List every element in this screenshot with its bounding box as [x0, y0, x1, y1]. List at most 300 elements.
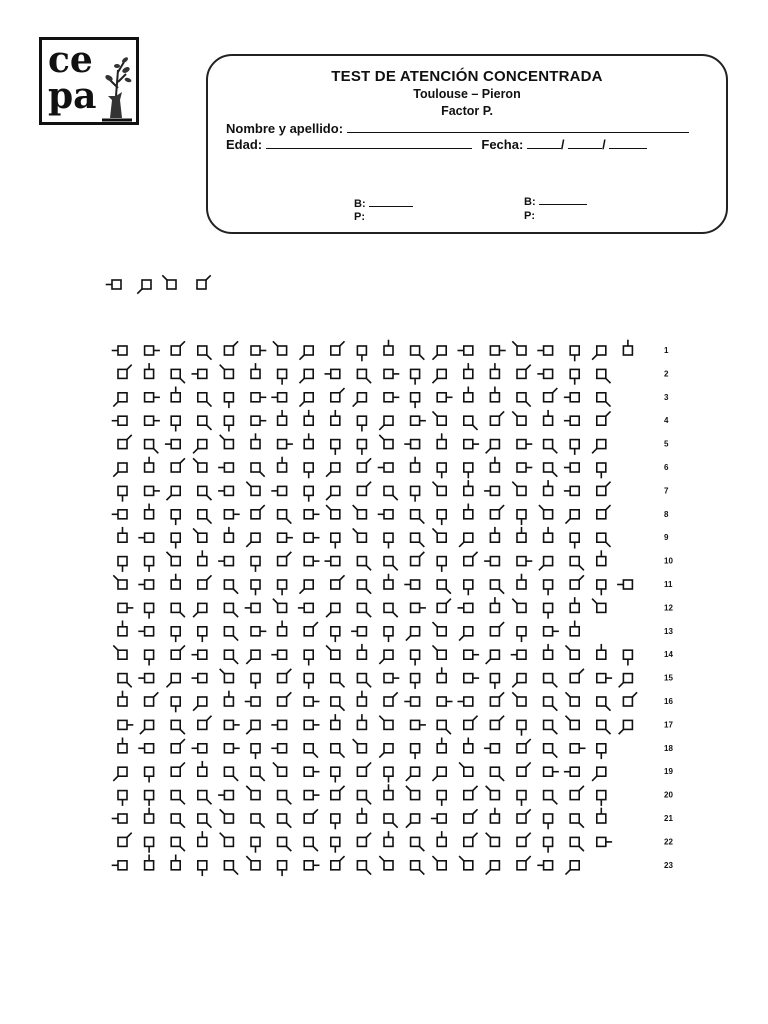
square-tick-up-icon[interactable]	[597, 644, 606, 659]
square-tick-up-left-icon[interactable]	[539, 505, 553, 519]
square-tick-down-left-icon[interactable]	[619, 674, 633, 688]
square-tick-down-icon[interactable]	[145, 650, 154, 665]
square-tick-up-left-icon[interactable]	[220, 833, 234, 847]
square-tick-right-icon[interactable]	[437, 393, 452, 402]
square-tick-right-icon[interactable]	[437, 697, 452, 706]
square-tick-up-right-icon[interactable]	[145, 692, 159, 706]
square-tick-right-icon[interactable]	[304, 510, 319, 519]
square-tick-down-right-icon[interactable]	[278, 814, 292, 828]
square-tick-down-icon[interactable]	[517, 791, 526, 806]
square-tick-down-right-icon[interactable]	[251, 463, 265, 477]
square-tick-down-icon[interactable]	[544, 837, 553, 852]
square-tick-down-left-icon[interactable]	[406, 767, 420, 781]
square-tick-down-icon[interactable]	[331, 837, 340, 852]
square-tick-down-right-icon[interactable]	[278, 510, 292, 524]
square-tick-down-right-icon[interactable]	[357, 861, 371, 875]
square-tick-left-icon[interactable]	[245, 697, 260, 706]
square-tick-up-right-icon[interactable]	[118, 833, 132, 847]
square-tick-right-icon[interactable]	[544, 627, 559, 636]
square-tick-right-icon[interactable]	[544, 767, 559, 776]
square-tick-down-icon[interactable]	[145, 791, 154, 806]
square-tick-up-left-icon[interactable]	[432, 528, 446, 542]
square-tick-down-right-icon[interactable]	[464, 416, 478, 430]
square-tick-down-icon[interactable]	[411, 744, 420, 759]
square-tick-right-icon[interactable]	[251, 346, 266, 355]
square-tick-down-icon[interactable]	[437, 510, 446, 525]
square-tick-up-icon[interactable]	[198, 831, 207, 846]
square-tick-up-right-icon[interactable]	[570, 786, 584, 800]
square-tick-down-icon[interactable]	[570, 440, 579, 455]
square-tick-up-icon[interactable]	[544, 480, 553, 495]
square-tick-down-icon[interactable]	[304, 463, 313, 478]
square-tick-left-icon[interactable]	[404, 580, 419, 589]
square-tick-down-right-icon[interactable]	[544, 720, 558, 734]
square-tick-down-icon[interactable]	[198, 627, 207, 642]
square-tick-down-icon[interactable]	[224, 393, 233, 408]
square-tick-down-right-icon[interactable]	[224, 580, 238, 594]
square-tick-up-icon[interactable]	[384, 784, 393, 799]
square-tick-down-right-icon[interactable]	[544, 791, 558, 805]
square-tick-right-icon[interactable]	[570, 744, 585, 753]
square-tick-up-icon[interactable]	[357, 691, 366, 706]
square-tick-down-right-icon[interactable]	[304, 744, 318, 758]
square-tick-left-icon[interactable]	[271, 720, 286, 729]
square-tick-down-icon[interactable]	[464, 463, 473, 478]
square-tick-down-icon[interactable]	[517, 510, 526, 525]
square-tick-down-left-icon[interactable]	[432, 767, 446, 781]
square-tick-down-right-icon[interactable]	[171, 603, 185, 617]
square-tick-up-icon[interactable]	[145, 808, 154, 823]
square-tick-up-right-icon[interactable]	[304, 809, 318, 823]
square-tick-down-right-icon[interactable]	[145, 440, 159, 454]
square-tick-down-right-icon[interactable]	[224, 603, 238, 617]
square-tick-up-right-icon[interactable]	[331, 388, 345, 402]
square-tick-left-icon[interactable]	[564, 486, 579, 495]
square-tick-right-icon[interactable]	[464, 674, 479, 683]
square-tick-down-right-icon[interactable]	[331, 674, 345, 688]
square-tick-down-icon[interactable]	[331, 814, 340, 829]
square-tick-up-icon[interactable]	[384, 340, 393, 355]
square-tick-down-icon[interactable]	[411, 393, 420, 408]
square-tick-up-icon[interactable]	[224, 691, 233, 706]
square-tick-left-icon[interactable]	[192, 744, 207, 753]
square-tick-up-left-icon[interactable]	[166, 552, 180, 566]
square-tick-left-icon[interactable]	[112, 416, 127, 425]
square-tick-up-icon[interactable]	[118, 691, 127, 706]
square-tick-down-icon[interactable]	[304, 486, 313, 501]
square-tick-up-right-icon[interactable]	[304, 622, 318, 636]
square-tick-down-icon[interactable]	[304, 650, 313, 665]
square-tick-right-icon[interactable]	[145, 416, 160, 425]
square-tick-down-right-icon[interactable]	[251, 814, 265, 828]
square-tick-down-icon[interactable]	[437, 463, 446, 478]
square-tick-up-right-icon[interactable]	[171, 458, 185, 472]
square-tick-down-icon[interactable]	[118, 486, 127, 501]
square-tick-up-icon[interactable]	[464, 480, 473, 495]
square-tick-right-icon[interactable]	[411, 720, 426, 729]
square-tick-down-icon[interactable]	[570, 369, 579, 384]
square-tick-down-icon[interactable]	[357, 416, 366, 431]
square-tick-down-right-icon[interactable]	[384, 557, 398, 571]
square-tick-down-icon[interactable]	[411, 650, 420, 665]
square-tick-up-left-icon[interactable]	[592, 599, 606, 613]
square-tick-up-right-icon[interactable]	[198, 575, 212, 589]
square-tick-right-icon[interactable]	[464, 440, 479, 449]
square-tick-up-icon[interactable]	[517, 574, 526, 589]
square-tick-down-left-icon[interactable]	[299, 393, 313, 407]
square-tick-right-icon[interactable]	[597, 674, 612, 683]
square-tick-down-left-icon[interactable]	[592, 440, 606, 454]
square-tick-left-icon[interactable]	[218, 791, 233, 800]
square-tick-down-right-icon[interactable]	[437, 720, 451, 734]
square-tick-up-right-icon[interactable]	[464, 786, 478, 800]
square-tick-down-icon[interactable]	[251, 674, 260, 689]
square-tick-down-right-icon[interactable]	[384, 486, 398, 500]
square-tick-down-icon[interactable]	[304, 674, 313, 689]
square-tick-down-right-icon[interactable]	[198, 486, 212, 500]
square-tick-left-icon[interactable]	[271, 486, 286, 495]
square-tick-right-icon[interactable]	[251, 416, 266, 425]
square-tick-down-right-icon[interactable]	[411, 510, 425, 524]
square-tick-left-icon[interactable]	[138, 627, 153, 636]
square-tick-up-icon[interactable]	[145, 363, 154, 378]
square-tick-down-icon[interactable]	[357, 440, 366, 455]
square-tick-down-left-icon[interactable]	[299, 346, 313, 360]
square-tick-down-right-icon[interactable]	[570, 814, 584, 828]
square-tick-up-right-icon[interactable]	[597, 411, 611, 425]
square-tick-up-right-icon[interactable]	[570, 575, 584, 589]
square-tick-up-right-icon[interactable]	[118, 435, 132, 449]
square-tick-up-icon[interactable]	[118, 621, 127, 636]
square-tick-up-right-icon[interactable]	[331, 786, 345, 800]
square-tick-up-right-icon[interactable]	[384, 692, 398, 706]
square-tick-down-left-icon[interactable]	[592, 767, 606, 781]
square-tick-down-icon[interactable]	[278, 861, 287, 876]
square-tick-up-icon[interactable]	[437, 667, 446, 682]
square-tick-up-icon[interactable]	[570, 597, 579, 612]
square-tick-down-left-icon[interactable]	[193, 440, 207, 454]
square-tick-down-right-icon[interactable]	[224, 767, 238, 781]
square-tick-right-icon[interactable]	[411, 603, 426, 612]
square-tick-up-right-icon[interactable]	[357, 833, 371, 847]
square-tick-up-right-icon[interactable]	[411, 552, 425, 566]
square-tick-up-right-icon[interactable]	[331, 856, 345, 870]
square-tick-down-icon[interactable]	[597, 463, 606, 478]
square-tick-down-right-icon[interactable]	[198, 814, 212, 828]
square-tick-right-icon[interactable]	[145, 486, 160, 495]
square-tick-down-icon[interactable]	[171, 416, 180, 431]
square-tick-down-icon[interactable]	[597, 580, 606, 595]
square-tick-up-icon[interactable]	[145, 457, 154, 472]
square-tick-left-icon[interactable]	[484, 486, 499, 495]
square-tick-down-right-icon[interactable]	[437, 580, 451, 594]
square-tick-down-icon[interactable]	[544, 580, 553, 595]
square-tick-down-icon[interactable]	[517, 720, 526, 735]
square-tick-right-icon[interactable]	[224, 744, 239, 753]
square-tick-down-right-icon[interactable]	[331, 697, 345, 711]
square-tick-up-icon[interactable]	[623, 340, 632, 355]
square-tick-left-icon[interactable]	[192, 674, 207, 683]
square-tick-up-left-icon[interactable]	[459, 762, 473, 776]
square-tick-down-right-icon[interactable]	[597, 369, 611, 383]
square-tick-up-right-icon[interactable]	[331, 341, 345, 355]
square-tick-up-right-icon[interactable]	[597, 482, 611, 496]
square-tick-down-icon[interactable]	[544, 814, 553, 829]
square-tick-down-icon[interactable]	[171, 697, 180, 712]
square-tick-down-left-icon[interactable]	[512, 674, 526, 688]
square-tick-left-icon[interactable]	[537, 861, 552, 870]
square-tick-right-icon[interactable]	[304, 720, 319, 729]
square-tick-down-right-icon[interactable]	[597, 720, 611, 734]
square-tick-left-icon[interactable]	[351, 627, 366, 636]
square-tick-up-left-icon[interactable]	[113, 575, 127, 589]
square-tick-down-left-icon[interactable]	[193, 697, 207, 711]
square-tick-up-right-icon[interactable]	[118, 365, 132, 379]
square-tick-left-icon[interactable]	[484, 744, 499, 753]
square-tick-down-icon[interactable]	[623, 650, 632, 665]
square-tick-right-icon[interactable]	[411, 416, 426, 425]
square-tick-down-icon[interactable]	[570, 533, 579, 548]
square-tick-down-right-icon[interactable]	[570, 557, 584, 571]
square-tick-up-left-icon[interactable]	[459, 856, 473, 870]
square-tick-left-icon[interactable]	[511, 650, 526, 659]
square-tick-right-icon[interactable]	[304, 791, 319, 800]
square-tick-left-icon[interactable]	[218, 557, 233, 566]
square-tick-up-right-icon[interactable]	[437, 599, 451, 613]
square-tick-right-icon[interactable]	[490, 346, 505, 355]
square-tick-down-icon[interactable]	[145, 767, 154, 782]
square-tick-down-right-icon[interactable]	[278, 791, 292, 805]
square-tick-down-right-icon[interactable]	[357, 791, 371, 805]
square-tick-right-icon[interactable]	[251, 393, 266, 402]
square-tick-up-icon[interactable]	[490, 387, 499, 402]
square-tick-left-icon[interactable]	[537, 369, 552, 378]
square-tick-up-left-icon[interactable]	[379, 435, 393, 449]
square-tick-up-right-icon[interactable]	[517, 833, 531, 847]
square-tick-left-icon[interactable]	[192, 369, 207, 378]
square-tick-down-left-icon[interactable]	[299, 369, 313, 383]
square-tick-down-icon[interactable]	[198, 861, 207, 876]
square-tick-down-left-icon[interactable]	[113, 463, 127, 477]
square-tick-down-icon[interactable]	[570, 346, 579, 361]
square-tick-down-left-icon[interactable]	[432, 346, 446, 360]
square-tick-up-icon[interactable]	[570, 621, 579, 636]
square-tick-up-right-icon[interactable]	[171, 645, 185, 659]
square-tick-down-icon[interactable]	[331, 767, 340, 782]
square-tick-left-icon[interactable]	[112, 814, 127, 823]
square-tick-left-icon[interactable]	[458, 346, 473, 355]
square-tick-up-left-icon[interactable]	[512, 341, 526, 355]
square-tick-down-icon[interactable]	[384, 627, 393, 642]
square-tick-up-right-icon[interactable]	[331, 575, 345, 589]
square-tick-down-right-icon[interactable]	[597, 393, 611, 407]
square-tick-down-icon[interactable]	[251, 744, 260, 759]
square-tick-left-icon[interactable]	[271, 744, 286, 753]
square-tick-up-left-icon[interactable]	[220, 669, 234, 683]
square-tick-up-right-icon[interactable]	[490, 622, 504, 636]
square-tick-up-icon[interactable]	[251, 433, 260, 448]
square-tick-left-icon[interactable]	[112, 861, 127, 870]
square-tick-left-icon[interactable]	[378, 510, 393, 519]
square-tick-up-icon[interactable]	[597, 808, 606, 823]
square-tick-right-icon[interactable]	[118, 603, 133, 612]
square-tick-down-right-icon[interactable]	[384, 814, 398, 828]
square-tick-left-icon[interactable]	[138, 674, 153, 683]
square-tick-down-icon[interactable]	[251, 557, 260, 572]
square-tick-up-right-icon[interactable]	[517, 856, 531, 870]
square-tick-down-right-icon[interactable]	[171, 837, 185, 851]
square-tick-down-right-icon[interactable]	[198, 393, 212, 407]
square-tick-down-icon[interactable]	[437, 791, 446, 806]
square-tick-up-left-icon[interactable]	[432, 622, 446, 636]
square-tick-right-icon[interactable]	[304, 533, 319, 542]
square-tick-down-left-icon[interactable]	[432, 369, 446, 383]
square-tick-down-icon[interactable]	[278, 369, 287, 384]
square-tick-up-icon[interactable]	[278, 410, 287, 425]
square-tick-left-icon[interactable]	[218, 486, 233, 495]
square-tick-up-icon[interactable]	[437, 738, 446, 753]
square-tick-left-icon[interactable]	[218, 463, 233, 472]
square-tick-up-right-icon[interactable]	[464, 716, 478, 730]
square-tick-right-icon[interactable]	[304, 697, 319, 706]
square-tick-up-right-icon[interactable]	[251, 505, 265, 519]
square-tick-up-left-icon[interactable]	[246, 482, 260, 496]
square-tick-down-icon[interactable]	[490, 674, 499, 689]
square-tick-up-icon[interactable]	[490, 457, 499, 472]
square-tick-down-left-icon[interactable]	[486, 650, 500, 664]
square-tick-up-right-icon[interactable]	[490, 716, 504, 730]
square-tick-up-icon[interactable]	[490, 597, 499, 612]
square-tick-up-icon[interactable]	[597, 550, 606, 565]
square-tick-up-left-icon[interactable]	[273, 341, 287, 355]
square-tick-up-left-icon[interactable]	[326, 505, 340, 519]
square-tick-up-left-icon[interactable]	[220, 809, 234, 823]
square-tick-down-left-icon[interactable]	[246, 650, 260, 664]
square-tick-down-right-icon[interactable]	[411, 533, 425, 547]
square-tick-down-icon[interactable]	[411, 369, 420, 384]
square-tick-down-right-icon[interactable]	[171, 814, 185, 828]
square-tick-left-icon[interactable]	[537, 346, 552, 355]
square-tick-up-right-icon[interactable]	[224, 341, 238, 355]
square-tick-down-left-icon[interactable]	[486, 861, 500, 875]
square-tick-down-left-icon[interactable]	[353, 393, 367, 407]
square-tick-left-icon[interactable]	[458, 603, 473, 612]
square-tick-up-icon[interactable]	[544, 644, 553, 659]
square-tick-up-left-icon[interactable]	[565, 645, 579, 659]
square-tick-up-right-icon[interactable]	[570, 669, 584, 683]
square-tick-up-right-icon[interactable]	[517, 762, 531, 776]
square-tick-up-icon[interactable]	[490, 808, 499, 823]
square-tick-down-left-icon[interactable]	[379, 744, 393, 758]
square-tick-down-right-icon[interactable]	[411, 837, 425, 851]
square-tick-up-icon[interactable]	[331, 714, 340, 729]
square-tick-up-icon[interactable]	[118, 738, 127, 753]
square-tick-down-right-icon[interactable]	[198, 510, 212, 524]
square-tick-up-left-icon[interactable]	[512, 599, 526, 613]
square-tick-right-icon[interactable]	[597, 837, 612, 846]
square-tick-down-left-icon[interactable]	[246, 533, 260, 547]
square-tick-down-left-icon[interactable]	[406, 814, 420, 828]
square-tick-right-icon[interactable]	[145, 393, 160, 402]
square-tick-up-right-icon[interactable]	[464, 552, 478, 566]
square-tick-up-icon[interactable]	[357, 808, 366, 823]
square-tick-down-icon[interactable]	[278, 580, 287, 595]
square-tick-down-icon[interactable]	[597, 744, 606, 759]
square-tick-left-icon[interactable]	[325, 557, 340, 566]
square-tick-down-icon[interactable]	[384, 533, 393, 548]
square-tick-up-left-icon[interactable]	[246, 786, 260, 800]
square-tick-down-icon[interactable]	[171, 627, 180, 642]
square-tick-up-left-icon[interactable]	[220, 365, 234, 379]
square-tick-down-icon[interactable]	[331, 627, 340, 642]
square-tick-left-icon[interactable]	[564, 416, 579, 425]
square-tick-left-icon[interactable]	[192, 650, 207, 659]
square-tick-right-icon[interactable]	[517, 557, 532, 566]
square-tick-left-icon[interactable]	[404, 697, 419, 706]
square-tick-down-left-icon[interactable]	[113, 393, 127, 407]
square-tick-down-right-icon[interactable]	[544, 744, 558, 758]
square-tick-up-icon[interactable]	[464, 738, 473, 753]
square-tick-right-icon[interactable]	[384, 674, 399, 683]
square-tick-up-left-icon[interactable]	[326, 645, 340, 659]
square-tick-down-left-icon[interactable]	[379, 650, 393, 664]
square-tick-up-icon[interactable]	[304, 410, 313, 425]
square-tick-down-right-icon[interactable]	[304, 837, 318, 851]
square-tick-up-left-icon[interactable]	[273, 599, 287, 613]
square-tick-up-icon[interactable]	[278, 621, 287, 636]
square-tick-down-icon[interactable]	[464, 580, 473, 595]
square-tick-up-left-icon[interactable]	[486, 833, 500, 847]
square-tick-down-right-icon[interactable]	[331, 744, 345, 758]
square-tick-up-right-icon[interactable]	[357, 482, 371, 496]
square-tick-down-icon[interactable]	[251, 580, 260, 595]
square-tick-down-left-icon[interactable]	[113, 767, 127, 781]
square-tick-right-icon[interactable]	[384, 369, 399, 378]
square-tick-down-right-icon[interactable]	[570, 837, 584, 851]
square-tick-up-icon[interactable]	[224, 527, 233, 542]
square-tick-up-right-icon[interactable]	[278, 552, 292, 566]
square-tick-up-icon[interactable]	[544, 527, 553, 542]
square-tick-down-left-icon[interactable]	[565, 861, 579, 875]
square-tick-up-left-icon[interactable]	[353, 528, 367, 542]
square-tick-down-icon[interactable]	[597, 791, 606, 806]
square-tick-right-icon[interactable]	[224, 510, 239, 519]
square-tick-right-icon[interactable]	[517, 440, 532, 449]
square-tick-down-left-icon[interactable]	[326, 463, 340, 477]
square-tick-up-icon[interactable]	[171, 574, 180, 589]
square-tick-up-icon[interactable]	[118, 527, 127, 542]
square-tick-up-icon[interactable]	[384, 574, 393, 589]
square-tick-down-icon[interactable]	[118, 557, 127, 572]
square-tick-up-right-icon[interactable]	[278, 669, 292, 683]
square-tick-up-icon[interactable]	[278, 457, 287, 472]
square-tick-up-left-icon[interactable]	[246, 856, 260, 870]
square-tick-up-left-icon[interactable]	[512, 411, 526, 425]
square-tick-up-left-icon[interactable]	[273, 762, 287, 776]
square-tick-down-icon[interactable]	[384, 767, 393, 782]
square-tick-down-right-icon[interactable]	[357, 674, 371, 688]
square-tick-left-icon[interactable]	[165, 440, 180, 449]
square-tick-up-icon[interactable]	[464, 363, 473, 378]
square-tick-up-left-icon[interactable]	[379, 856, 393, 870]
square-tick-up-icon[interactable]	[171, 387, 180, 402]
square-tick-right-icon[interactable]	[224, 720, 239, 729]
square-tick-up-icon[interactable]	[464, 504, 473, 519]
square-tick-up-right-icon[interactable]	[517, 365, 531, 379]
square-tick-up-right-icon[interactable]	[517, 809, 531, 823]
square-tick-down-right-icon[interactable]	[278, 837, 292, 851]
square-tick-down-right-icon[interactable]	[251, 767, 265, 781]
